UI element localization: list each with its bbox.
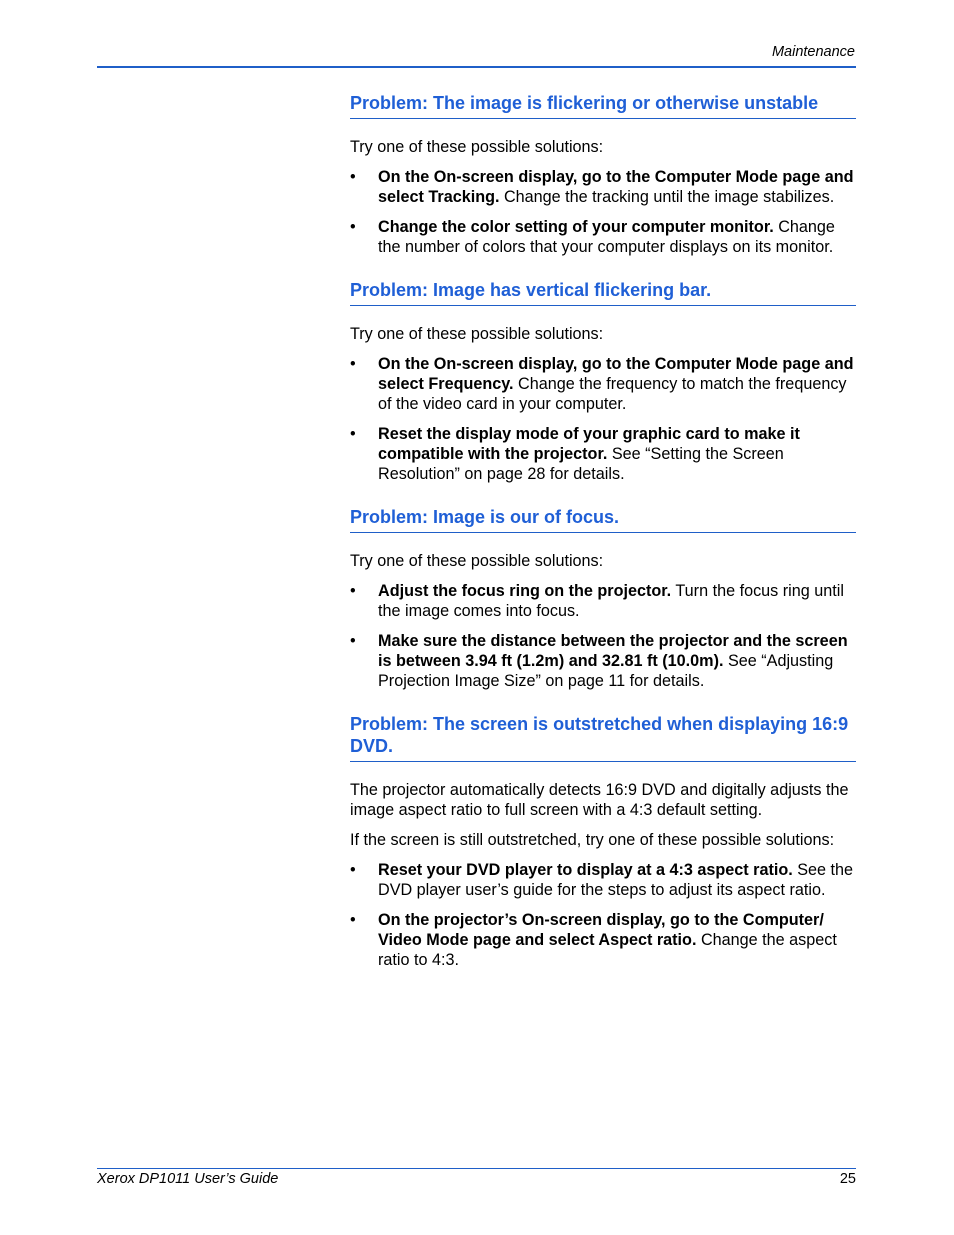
footer-rule [97,1168,856,1169]
bullet-icon: • [350,355,356,373]
list-item [350,217,856,257]
bullet-icon: • [350,425,356,443]
page-content [350,88,856,988]
solution-lead: Make sure the distance between the projector and the screen is between 3.94 ft (1.2m) and 32.81 ft (10.0m). [378,632,848,670]
list-item [350,910,856,970]
bullet-icon: • [350,632,356,650]
paragraph: Try one of these possible solutions: [350,325,604,343]
solution-lead: Adjust the focus ring on the projector. [378,582,672,600]
section-flickering [350,88,856,257]
running-header: Maintenance [771,44,855,60]
bullet-icon: • [350,218,356,236]
bullet-icon: • [350,582,356,600]
section-heading: Problem: Image has vertical flickering bar. [350,275,856,306]
solution-list [350,860,856,970]
solution-text: See the DVD player user’s guide for the steps to adjust its aspect ratio. [378,861,854,899]
section-heading: Problem: The screen is outstretched when displaying 16:9 DVD. [350,709,856,762]
list-item [350,860,856,900]
solution-text: See “Setting the Screen Resolution” on page 28 for details. [378,445,784,483]
solution-list [350,581,856,691]
bullet-icon: • [350,911,356,929]
footer-doc-title: Xerox DP1011 User’s Guide [97,1171,279,1187]
paragraph: Try one of these possible solutions: [350,552,604,570]
solution-text: Change the number of colors that your computer displays on its monitor. [378,218,835,256]
solution-text: Change the tracking until the image stabilizes. [499,188,835,206]
list-item [350,631,856,691]
solution-lead: Reset the display mode of your graphic card to make it compatible with the projector. [378,425,800,463]
page-number: 25 [839,1171,856,1187]
solution-text: See “Adjusting Projection Image Size” on page 11 for details. [378,652,834,690]
list-item [350,424,856,484]
solution-list [350,354,856,484]
solution-text: Change the frequency to match the frequency of the video card in your computer. [378,375,847,413]
solution-lead: On the On-screen display, go to the Computer Mode page and select Frequency. [378,355,854,393]
list-item [350,581,856,621]
section-outstretched [350,709,856,970]
section-focus [350,502,856,691]
solution-lead: Change the color setting of your computer monitor. [378,218,774,236]
bullet-icon: • [350,168,356,186]
bullet-icon: • [350,861,356,879]
list-item [350,354,856,414]
solution-lead: On the projector’s On-screen display, go to the Computer/ Video Mode page and select Aspect ratio. [378,911,824,949]
section-heading: Problem: Image is our of focus. [350,502,856,533]
solution-text: Turn the focus ring until the image comes into focus. [378,582,844,620]
solution-text: Change the aspect ratio to 4:3. [378,931,837,969]
paragraph: Try one of these possible solutions: [350,138,604,156]
solution-lead: Reset your DVD player to display at a 4:3 aspect ratio. [378,861,793,879]
paragraph: The projector automatically detects 16:9 DVD and digitally adjusts the image aspect ratio to full screen with a 4:3 default setting. [350,781,849,819]
section-vertical-bar [350,275,856,484]
list-item [350,167,856,207]
solution-lead: On the On-screen display, go to the Computer Mode page and select Tracking. [378,168,854,206]
solution-list [350,167,856,257]
header-rule [97,66,856,68]
paragraph: If the screen is still outstretched, try one of these possible solutions: [350,831,835,849]
section-heading: Problem: The image is flickering or otherwise unstable [350,88,856,119]
